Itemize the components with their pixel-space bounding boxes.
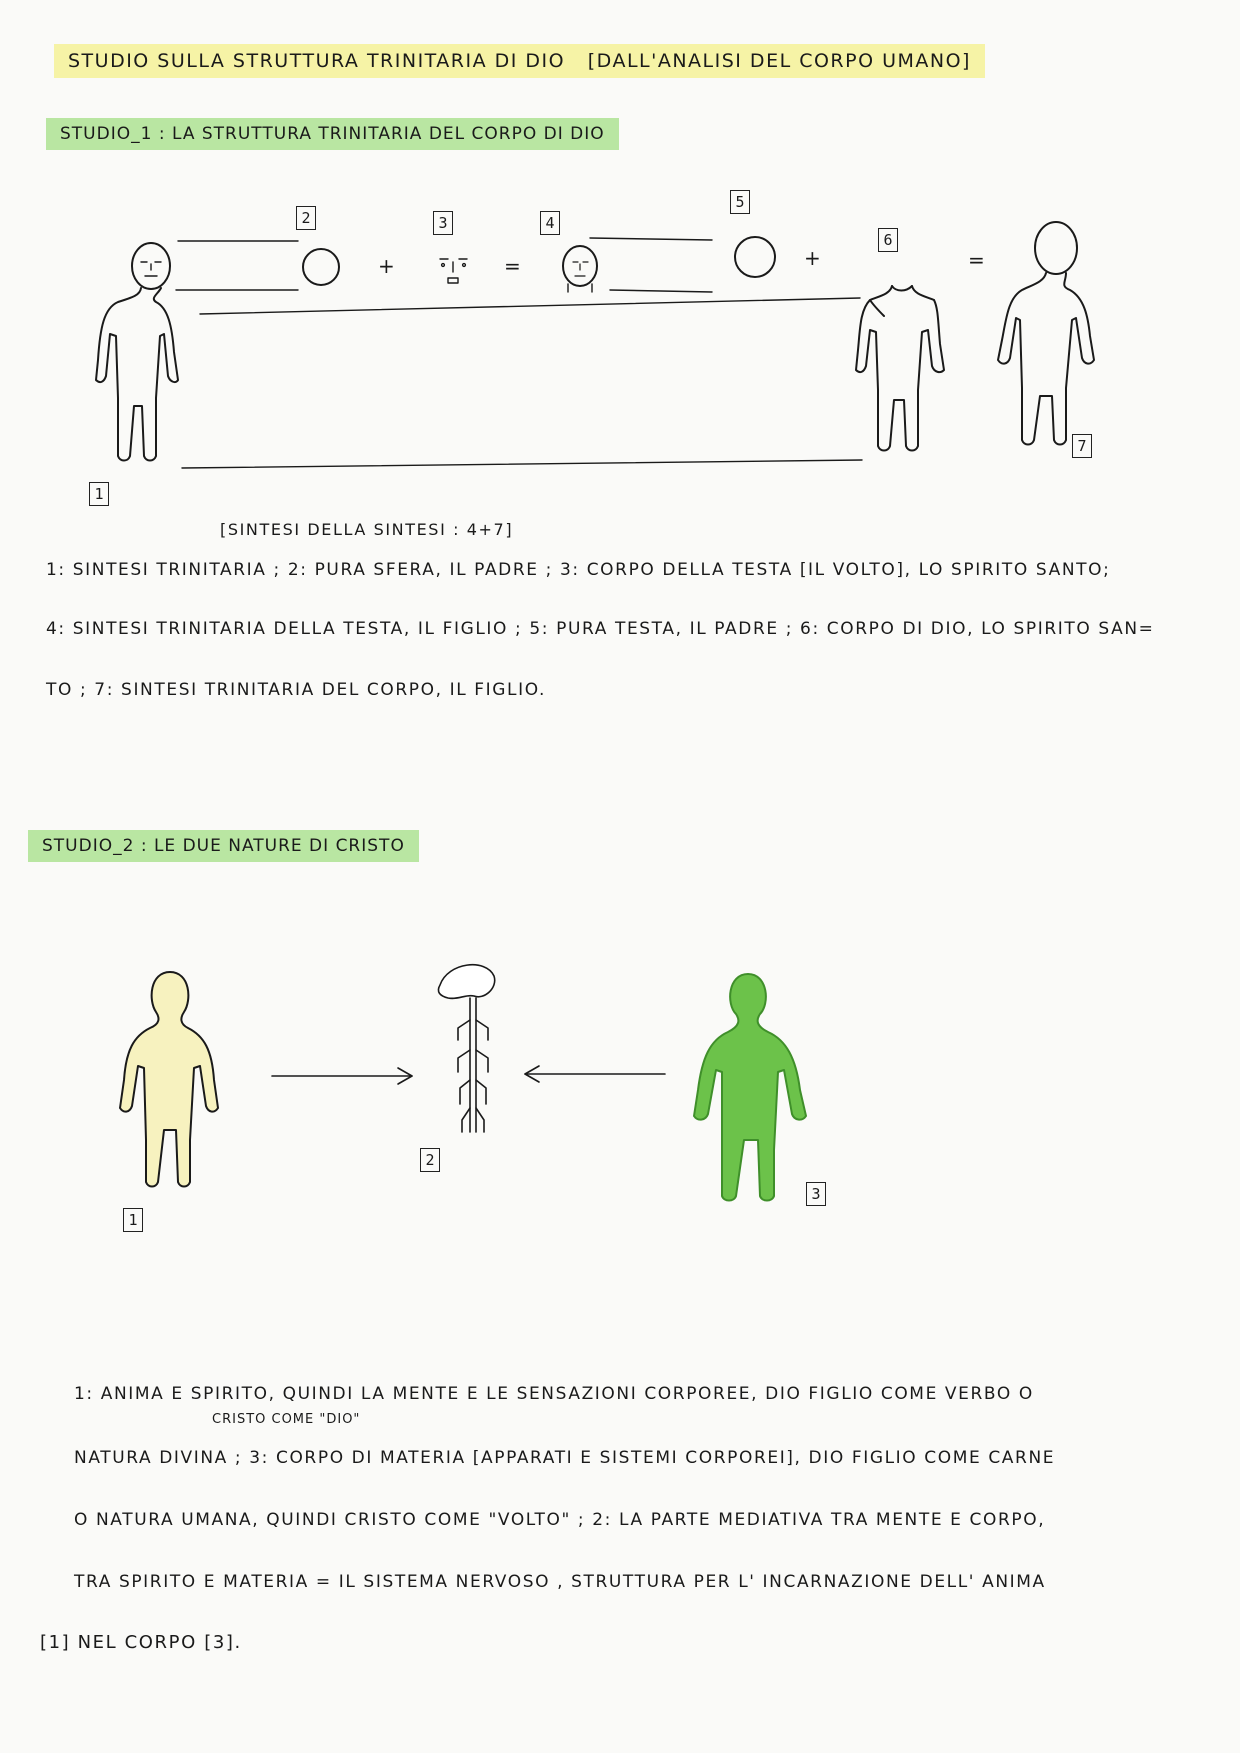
plus-2: + xyxy=(804,246,821,270)
study2-line-4: TRA SPIRITO E MATERIA = IL SISTEMA NERVOSO , STRUTTURA PER L' INCARNAZIONE DELL' ANIMA xyxy=(74,1572,1046,1592)
study2-label-1: 1 xyxy=(123,1208,143,1232)
study1-line-2: 4: SINTESI TRINITARIA DELLA TESTA, IL FIGLIO ; 5: PURA TESTA, IL PADRE ; 6: CORPO DI DIO, LO SPIRITO SAN= xyxy=(46,619,1155,639)
equals-2: = xyxy=(968,248,985,272)
study2-label-2: 2 xyxy=(420,1148,440,1172)
study2-line-5: [1] NEL CORPO [3]. xyxy=(40,1632,242,1653)
equals-1: = xyxy=(504,254,521,278)
study2-line-1: 1: ANIMA E SPIRITO, QUINDI LA MENTE E LE SENSAZIONI CORPOREE, DIO FIGLIO COME VERBO O xyxy=(74,1384,1034,1404)
label-7: 7 xyxy=(1072,434,1092,458)
study2-heading: STUDIO_2 : LE DUE NATURE DI CRISTO xyxy=(28,830,419,862)
label-3: 3 xyxy=(433,211,453,235)
label-2: 2 xyxy=(296,206,316,230)
synthesis-note: [SINTESI DELLA SINTESI : 4+7] xyxy=(220,520,514,539)
figure-green-body xyxy=(694,974,806,1201)
label-4: 4 xyxy=(540,211,560,235)
figure-yellow-soul xyxy=(120,972,218,1187)
study1-line-3: TO ; 7: SINTESI TRINITARIA DEL CORPO, IL FIGLIO. xyxy=(46,680,547,700)
study1-heading: STUDIO_1 : LA STRUTTURA TRINITARIA DEL CORPO DI DIO xyxy=(46,118,619,150)
study2-small-note: CRISTO COME "DIO" xyxy=(212,1412,361,1427)
study2-label-3: 3 xyxy=(806,1182,826,1206)
plus-1: + xyxy=(378,254,395,278)
page-title: STUDIO SULLA STRUTTURA TRINITARIA DI DIO xyxy=(68,50,566,72)
label-5: 5 xyxy=(730,190,750,214)
study2-line-3: O NATURA UMANA, QUINDI CRISTO COME "VOLTO" ; 2: LA PARTE MEDIATIVA TRA MENTE E CORPO, xyxy=(74,1510,1046,1530)
page-title-note: [DALL'ANALISI DEL CORPO UMANO] xyxy=(587,50,971,72)
label-1: 1 xyxy=(89,482,109,506)
study1-line-1: 1: SINTESI TRINITARIA ; 2: PURA SFERA, IL PADRE ; 3: CORPO DELLA TESTA [IL VOLTO], LO SPIRITO SANTO; xyxy=(46,560,1111,580)
nervous-system xyxy=(438,965,494,1132)
study2-line-2: NATURA DIVINA ; 3: CORPO DI MATERIA [APPARATI E SISTEMI CORPOREI], DIO FIGLIO COME CARNE xyxy=(74,1448,1056,1468)
label-6: 6 xyxy=(878,228,898,252)
